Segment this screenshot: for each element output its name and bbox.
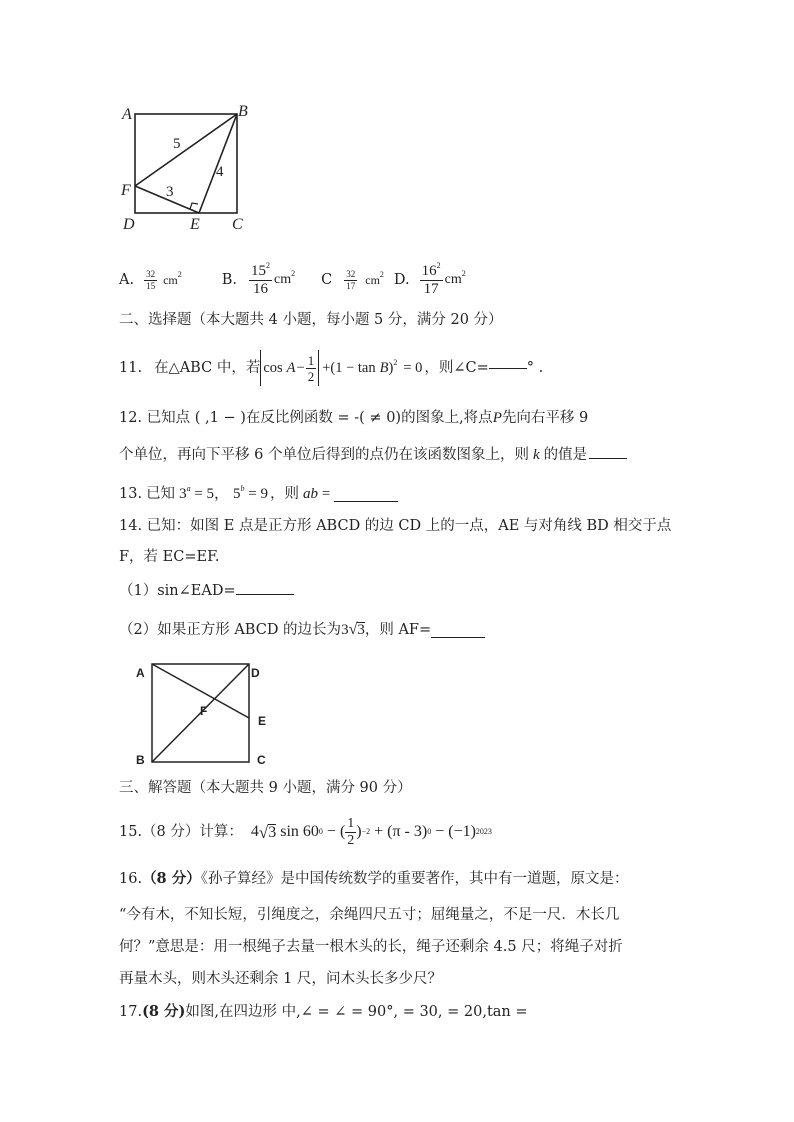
q14-line2: F，若 EC=EF. <box>119 549 220 565</box>
option-d-letter: D. <box>393 271 410 288</box>
question-17 <box>119 1005 528 1020</box>
q15-close-paren: ) <box>356 823 362 840</box>
q11-ask: ，则∠C= <box>424 359 489 376</box>
fig2-label-c: C <box>257 753 266 767</box>
q12-var-p: P <box>492 410 502 426</box>
q15-expression: 4 √ 3 sin 60 0 − ( $\frac{1}{2}$ ) −2 + (π - 3) 0 − (−1) 2023 <box>250 815 492 848</box>
question-11 <box>119 349 543 387</box>
q11-minus: − <box>296 359 305 376</box>
q15-pi-term: + (π - 3) <box>374 823 428 840</box>
q12-line2-text: 个单位，再向下平移 6 个单位后得到的点仍在该函数图象上，则 <box>119 447 529 463</box>
option-b-unit: $cm^2$ <box>274 269 296 287</box>
q16-line4: 再量木头，则木头还剩余 1 尺，问木头长多少尺？ <box>119 971 442 987</box>
q14-sub1-blank[interactable] <box>236 594 294 595</box>
q11-var-a: A <box>286 359 296 376</box>
q12-line2-end: 的值是 <box>543 447 588 463</box>
q15-prefix: 15.（8 分）计算： <box>119 823 243 840</box>
q15-minus-paren: − ( <box>326 823 346 840</box>
fig1-label-a: A <box>122 106 132 123</box>
q15-sin: sin 60 <box>280 823 319 840</box>
option-a-unit: $cm^2$ <box>163 270 182 287</box>
q13-number: 13. <box>119 485 143 502</box>
section2-heading: 二、选择题（本大题共 4 小题，每小题 5 分，满分 20 分） <box>119 312 503 328</box>
q11-number: 11. <box>119 359 143 376</box>
q16-line2: “今有木，不知长短，引绳度之，余绳四尺五寸；屈绳量之，不足一尺．木长几 <box>119 907 620 923</box>
q14-sub2 <box>119 620 485 640</box>
q11-equals-zero: = 0 <box>403 359 423 376</box>
fig1-label-e: E <box>190 216 200 233</box>
q11-close: )$^2$ <box>388 357 398 376</box>
question-15 <box>119 812 492 852</box>
q11-abs-value <box>260 350 319 386</box>
option-c <box>321 270 384 291</box>
q15-neg-one-term: − (−1) <box>435 823 476 840</box>
q17-score: (8 分) <box>142 1003 186 1020</box>
option-b-letter: B. <box>221 271 238 288</box>
q17-number: 17. <box>119 1004 143 1020</box>
q15-half <box>345 817 356 848</box>
option-c-letter: C <box>321 271 333 288</box>
q13-equals: = <box>322 485 331 502</box>
q16-number: 16. <box>119 871 143 887</box>
q13-answer-blank[interactable] <box>334 487 398 502</box>
option-c-fraction <box>344 270 357 291</box>
q11-prefix: 在△ABC 中，若 <box>154 359 261 376</box>
question-12-line1 <box>119 411 588 426</box>
option-d <box>393 260 466 297</box>
q15-radicand: 3 <box>268 823 277 841</box>
q12-line1-end: 先向右平移 9 <box>501 410 589 426</box>
q15-half-num: 1 <box>347 815 355 831</box>
fig2-label-f: F <box>200 704 208 718</box>
fig1-label-b: B <box>238 103 248 120</box>
q12-answer-blank[interactable] <box>589 458 627 459</box>
q14-sub2-blank[interactable] <box>431 623 485 638</box>
fig1-length-fb: 5 <box>173 136 181 152</box>
section3-heading: 三、解答题（本大题共 9 小题，满分 90 分） <box>119 780 412 796</box>
q12-var-k: k <box>532 447 540 463</box>
q14-sub1-text: （1）sin∠EAD= <box>119 583 236 599</box>
option-a-letter: A. <box>119 271 135 288</box>
option-a-fraction <box>144 270 157 291</box>
q13-ask: ，则 <box>270 485 299 502</box>
fig2-label-e: E <box>258 714 267 728</box>
q11-cos: cos <box>263 359 283 376</box>
option-d-unit: $cm^2$ <box>444 269 466 287</box>
q12-line1-text: 12. 已知点 ( ,1 − )在反比例函数 = -( ≠ 0)的图象上,将点 <box>119 410 493 426</box>
q16-line1 <box>119 872 628 887</box>
fig1-label-d: D <box>123 216 135 233</box>
fig2-label-b: B <box>136 753 145 767</box>
q16-score: （8 分） <box>142 870 201 887</box>
option-b-fraction <box>249 260 272 297</box>
option-c-unit: $cm^2$ <box>365 270 384 287</box>
q11-half-num: 1 <box>307 352 315 368</box>
q11-var-b: B <box>379 359 389 376</box>
q11-tan-part: +(1 − tan <box>322 359 376 376</box>
q16-line3: 何？”意思是：用一根绳子去量一根木头的长，绳子还剩余 4.5 尺；将绳子对折 <box>119 939 623 955</box>
option-a <box>119 270 182 291</box>
q13-eq2: 5$^b$ = 9 <box>233 483 268 502</box>
option-a-num: 32 <box>146 268 156 279</box>
option-b-den: 16 <box>253 280 269 297</box>
q13-prefix: 已知 <box>146 485 176 502</box>
q11-half-den: 2 <box>307 368 315 384</box>
q13-var-ab: ab <box>303 485 318 502</box>
option-a-den: 15 <box>146 280 156 291</box>
fig1-length-fe: 3 <box>166 184 174 200</box>
fig2-label-d: D <box>251 666 260 680</box>
q16-line1-text: 《孙子算经》是中国传统数学的重要著作，其中有一道题，原文是： <box>200 871 629 887</box>
option-b <box>221 260 296 297</box>
q14-sub1 <box>119 584 294 599</box>
q14-line1: 14. 已知：如图 E 点是正方形 ABCD 的边 CD 上的一点，AE 与对角线 BD 相交于点 <box>119 518 672 534</box>
q14-sub2-ask: ，则 AF= <box>364 621 432 638</box>
q14-side-length: 3 √ 3 <box>341 621 365 638</box>
option-d-den: 17 <box>423 280 439 297</box>
option-d-num: $16^2$ <box>421 260 441 279</box>
q14-sub2-text: （2）如果正方形 ABCD 的边长为 <box>119 621 342 638</box>
q11-degree: ° . <box>526 359 544 376</box>
q15-half-den: 2 <box>347 832 355 848</box>
q13-eq1: 3$^a$ = 5， <box>179 483 230 502</box>
option-c-num: 32 <box>346 268 356 279</box>
option-b-num: $15^2$ <box>251 260 271 279</box>
q15-coef: 4 <box>250 823 259 840</box>
fig1-length-be: 4 <box>216 164 224 180</box>
q11-answer-blank[interactable] <box>489 368 527 369</box>
fig1-label-c: C <box>232 216 243 233</box>
fig1-label-f: F <box>121 182 131 199</box>
option-d-fraction <box>420 260 443 297</box>
question-13 <box>119 484 398 504</box>
option-c-den: 17 <box>346 280 356 291</box>
question-12-line2 <box>119 448 627 463</box>
q10-options <box>119 262 466 298</box>
q17-text: 如图,在四边形 中,∠ = ∠ = 90°, = 30, = 20,tan = <box>185 1004 528 1020</box>
fig2-label-a: A <box>136 666 145 680</box>
q11-half <box>306 354 317 383</box>
